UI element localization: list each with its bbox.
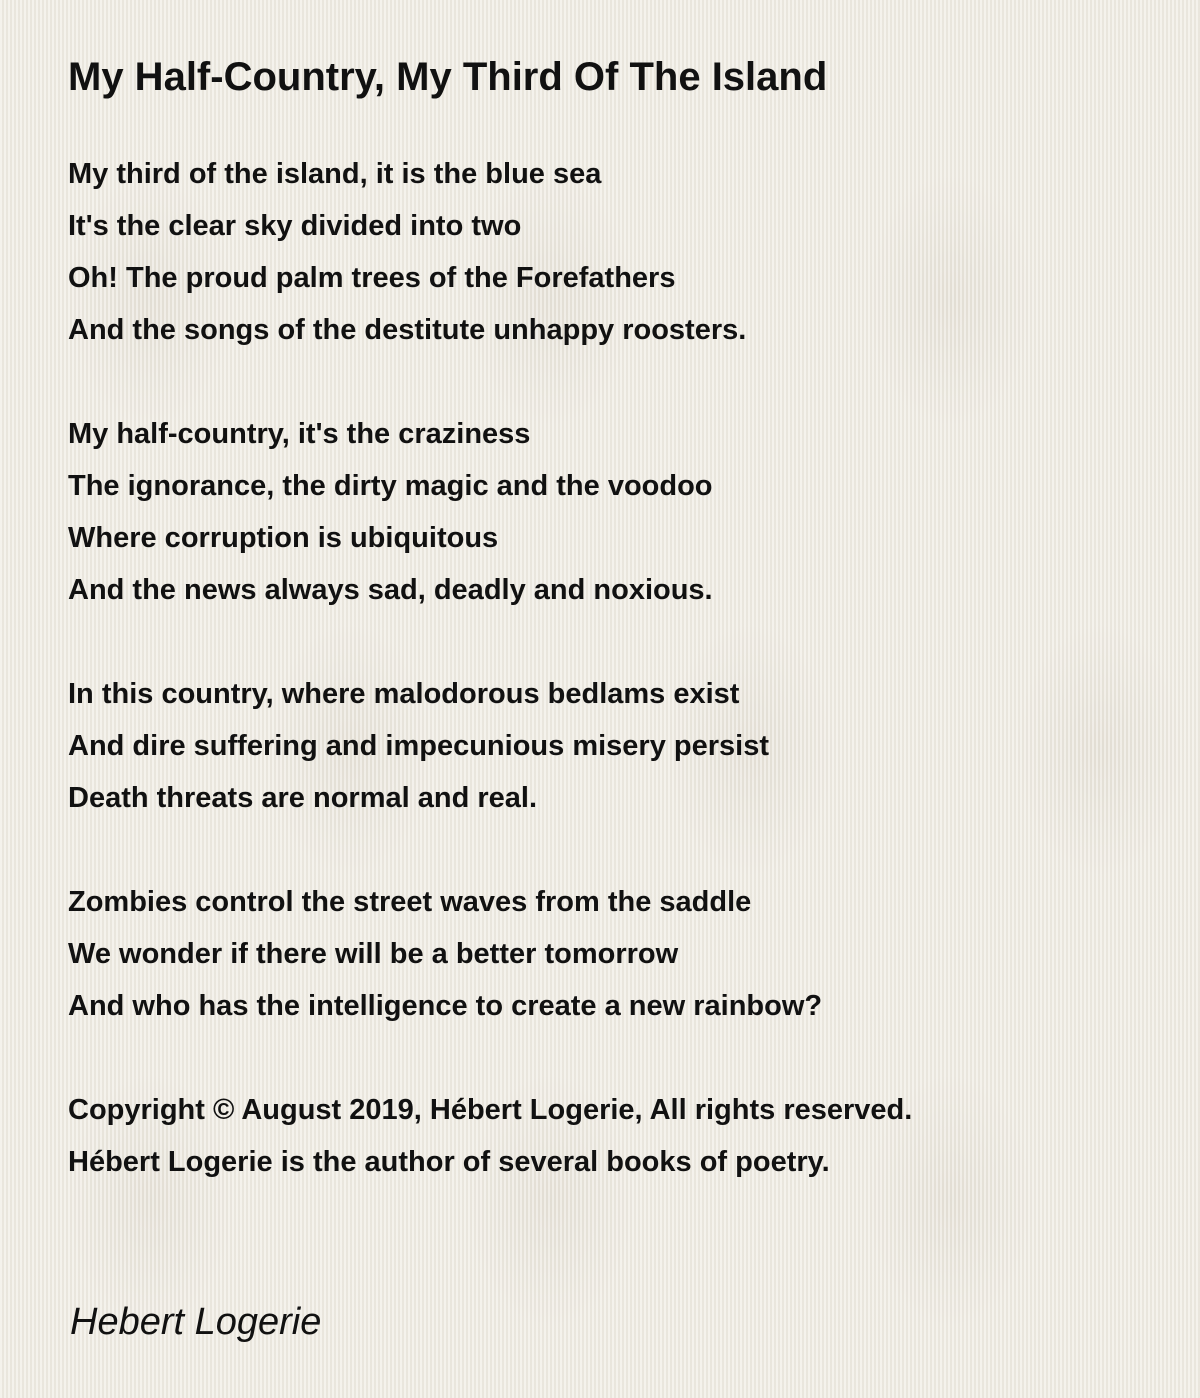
poem-line: Death threats are normal and real. bbox=[68, 782, 537, 814]
poem-line: And the songs of the destitute unhappy roosters. bbox=[68, 314, 747, 346]
author-bio-line: Hébert Logerie is the author of several books of poetry. bbox=[68, 1146, 830, 1178]
poem-line: Zombies control the street waves from the saddle bbox=[68, 886, 752, 918]
poem-line: It's the clear sky divided into two bbox=[68, 210, 522, 242]
author-name: Hebert Logerie bbox=[70, 1301, 322, 1343]
copyright-line: Copyright © August 2019, Hébert Logerie, All rights reserved. bbox=[68, 1094, 913, 1126]
poem-line: And who has the intelligence to create a new rainbow? bbox=[68, 990, 823, 1022]
poem-line: The ignorance, the dirty magic and the voodoo bbox=[68, 470, 713, 502]
poem-line: And dire suffering and impecunious misery persist bbox=[68, 730, 769, 762]
copyright-notice bbox=[68, 1084, 912, 1188]
poem-title: My Half-Country, My Third Of The Island bbox=[68, 55, 828, 99]
stanza-4 bbox=[68, 876, 912, 1032]
stanza-1 bbox=[68, 148, 912, 356]
poem-line: And the news always sad, deadly and noxious. bbox=[68, 574, 713, 606]
stanza-2 bbox=[68, 408, 912, 616]
poem-line: We wonder if there will be a better tomorrow bbox=[68, 938, 679, 970]
poem-line: My half-country, it's the craziness bbox=[68, 418, 531, 450]
poem-line: My third of the island, it is the blue sea bbox=[68, 158, 602, 190]
poem-body bbox=[68, 148, 912, 1240]
poem-line: In this country, where malodorous bedlams exist bbox=[68, 678, 740, 710]
poem-line: Oh! The proud palm trees of the Forefathers bbox=[68, 262, 676, 294]
poem-line: Where corruption is ubiquitous bbox=[68, 522, 499, 554]
stanza-3 bbox=[68, 668, 912, 824]
